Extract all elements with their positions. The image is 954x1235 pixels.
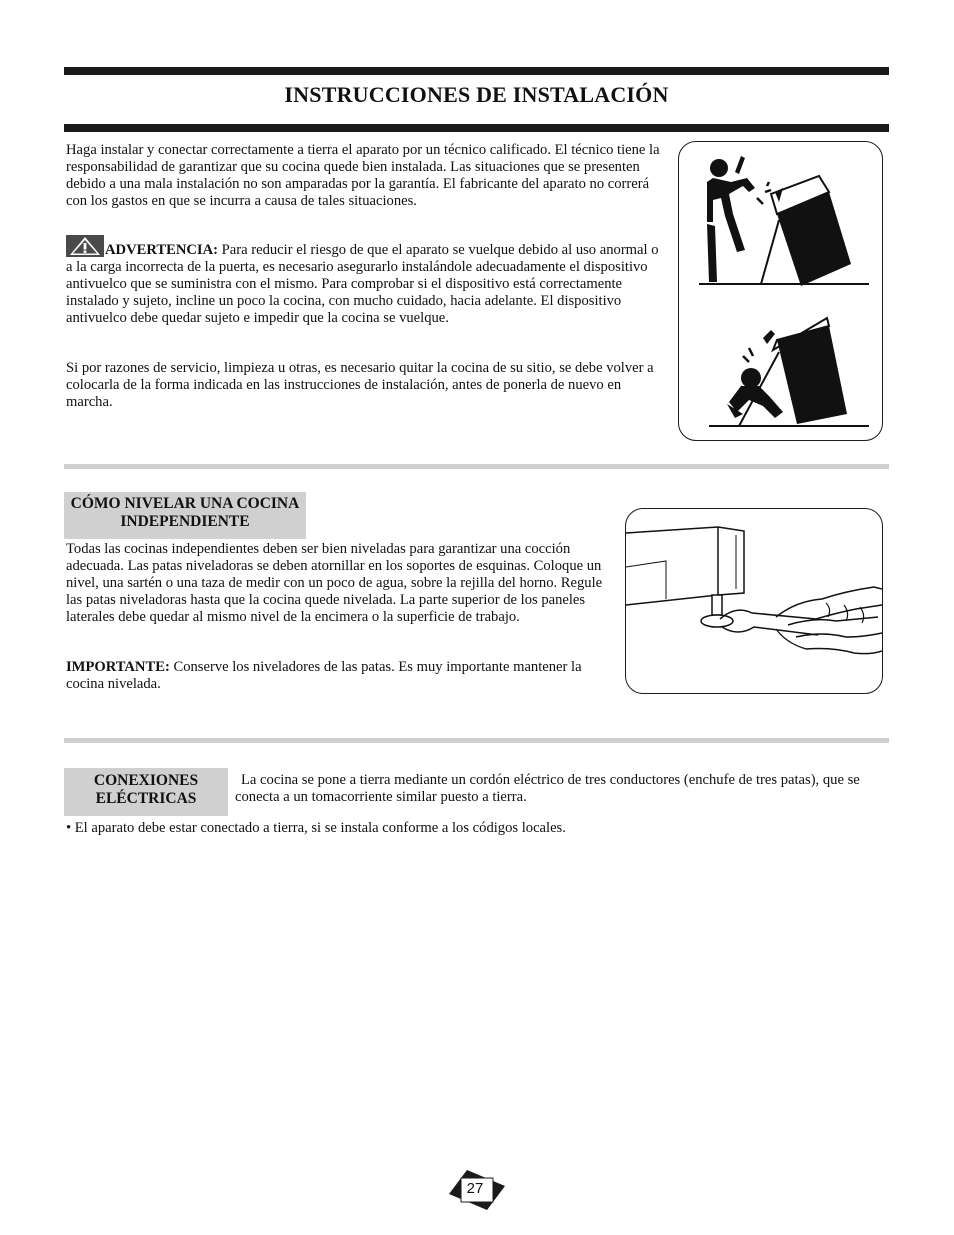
page-number-badge xyxy=(447,1168,507,1212)
important-text: Conserve los niveladores de las patas. Es muy importante mantener la cocina nivelada. xyxy=(66,659,582,692)
title-underline-rule xyxy=(64,124,889,132)
leveling-drawing xyxy=(626,509,882,693)
leveling-important-paragraph xyxy=(66,659,611,693)
section-divider-2 xyxy=(64,738,889,743)
electrical-heading-line2: ELÉCTRICAS xyxy=(95,790,197,807)
leveling-heading: CÓMO NIVELAR UNA COCINA INDEPENDIENTE xyxy=(64,492,306,539)
top-rule xyxy=(64,67,889,75)
leveling-body: Todas las cocinas independientes deben ser bien niveladas para garantizar una cocción adecuada. Las patas niveladoras se deben atornillar en los soportes de esquinas. Coloque un nivel, una sartén o una taza de medir con un poco de agua, sobre la rejilla del horno. Regule las patas niveladoras hasta que la cocina quede nivelada. La parte superior de los paneles laterales debe quedar al mismo nivel de la encimera o la superficie de trabajo. xyxy=(66,541,603,625)
electrical-bullet: • El aparato debe estar conectado a tierra, si se instala conforme a los códigos locales. xyxy=(66,820,566,836)
electrical-heading xyxy=(64,768,228,816)
section-divider-1 xyxy=(64,464,889,469)
anti-tip-drawing xyxy=(679,142,882,440)
install-intro-paragraph: Haga instalar y conectar correctamente a tierra el aparato por un técnico calificado. El técnico tiene la responsabilidad de garantizar que su cocina quede bien instalada. Las situaciones que se presenten debido a una mala instalación no son amparadas por la garantía. El fabricante del aparato no correrá con los gastos en que se incurra a causa de tales situaciones. xyxy=(66,142,660,209)
warning-text: Para reducir el riesgo de que el aparato se vuelque debido al uso anormal o a la carga incorrecta de la puerta, es necesario asegurarlo instalándole adecuadamente el dispositivo antivuelco que se suministra con el mismo. Para comprobar si el dispositivo está correctamente instalado y sujeto, incline un poco la cocina, con mucho cuidado, hacia adelante. El dispositivo antivuelco debe quedar sujeto e impedir que la cocina se vuelque. xyxy=(66,242,659,326)
leveling-illustration xyxy=(625,508,883,694)
electrical-body: La cocina se pone a tierra mediante un cordón eléctrico de tres conductores (enchufe de tres patas), que se conecta a un tomacorriente similar puesto a tierra. xyxy=(235,772,860,805)
page-number: 27 xyxy=(466,1180,484,1197)
electrical-heading-line1: CONEXIONES xyxy=(93,772,199,789)
warning-label: ADVERTENCIA: xyxy=(105,242,219,258)
anti-tip-illustration xyxy=(678,141,883,441)
warning-paragraph xyxy=(66,235,666,327)
service-note-paragraph: Si por razones de servicio, limpieza u otras, es necesario quitar la cocina de su sitio, se debe volver a colocarla de la forma indicada en las instrucciones de instalación, antes de ponerla de nuevo en marcha. xyxy=(66,360,654,410)
important-label: IMPORTANTE: xyxy=(66,659,170,675)
page-title: INSTRUCCIONES DE INSTALACIÓN xyxy=(284,82,669,107)
warning-icon xyxy=(66,235,104,257)
